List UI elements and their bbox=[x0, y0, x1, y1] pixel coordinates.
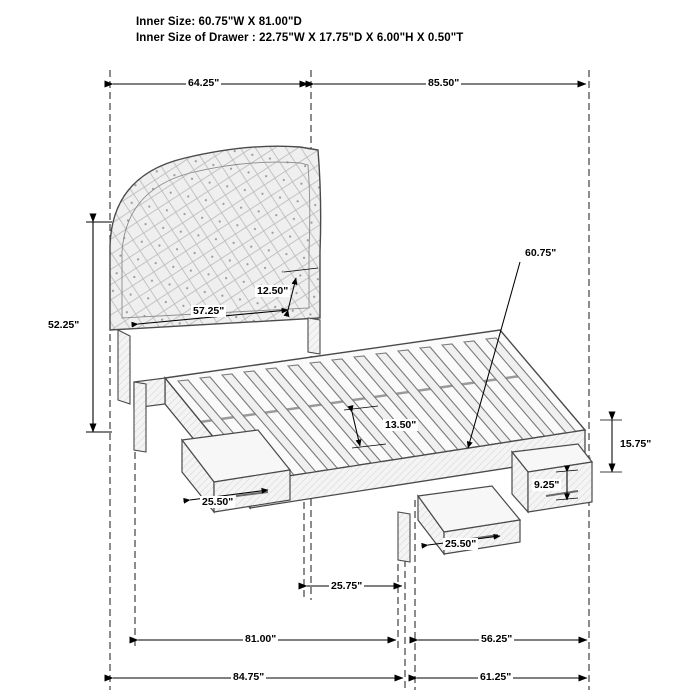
side-storage-drawer-right bbox=[512, 444, 592, 512]
dim-slat-measure: 13.50" bbox=[385, 419, 417, 431]
dim-rail-height: 15.75" bbox=[620, 438, 652, 450]
dim-headboard-width: 57.25" bbox=[193, 305, 225, 317]
left-height-dimension bbox=[86, 222, 112, 432]
dim-top-left: 64.25" bbox=[188, 77, 220, 89]
dim-headboard-gap: 12.50" bbox=[257, 285, 289, 297]
dim-foot-drawer: 25.50" bbox=[445, 538, 477, 550]
dim-drawer-face: 9.25" bbox=[534, 479, 560, 491]
dim-overall-width: 61.25" bbox=[480, 671, 512, 683]
inner-drawer-size-title: Inner Size of Drawer : 22.75"W X 17.75"D X 6.00"H X 0.50"T bbox=[136, 32, 464, 44]
dim-top-right: 85.50" bbox=[428, 77, 460, 89]
inner-size-title: Inner Size: 60.75"W X 81.00"D bbox=[136, 16, 302, 28]
dim-overall-length: 84.75" bbox=[233, 671, 265, 683]
dim-bottom-length: 81.00" bbox=[245, 633, 277, 645]
dim-headboard-height: 52.25" bbox=[48, 319, 80, 331]
dim-frame-callout: 60.75" bbox=[525, 247, 557, 259]
bottom-dimension-lines bbox=[113, 640, 587, 678]
dim-left-drawer: 25.50" bbox=[202, 496, 234, 508]
dim-bottom-width: 56.25" bbox=[481, 633, 513, 645]
dim-drawer-offset: 25.75" bbox=[331, 580, 363, 592]
